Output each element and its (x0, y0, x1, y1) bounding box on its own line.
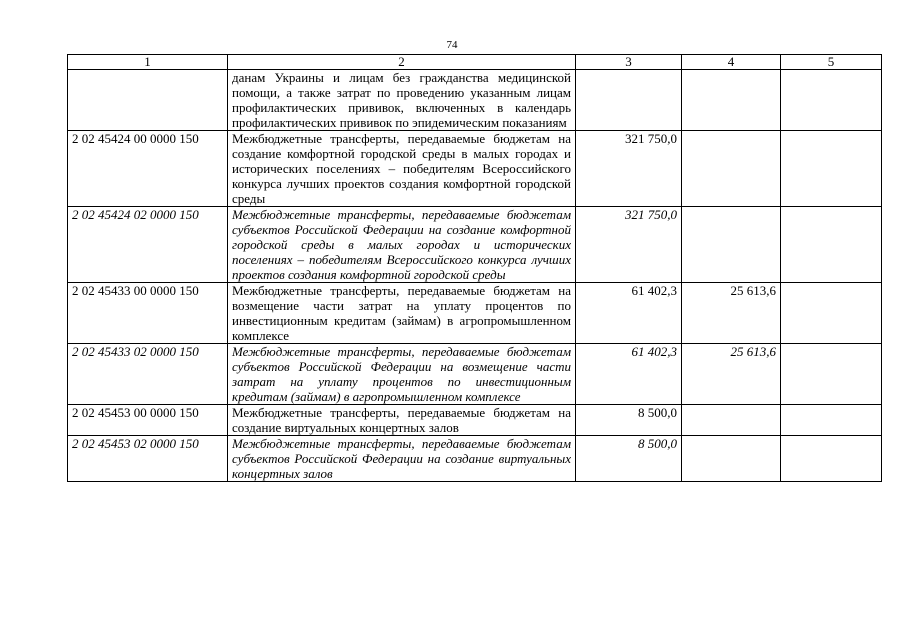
row-value-col5 (781, 70, 882, 131)
row-value-col5 (781, 405, 882, 436)
column-header-2: 2 (228, 55, 576, 70)
row-description: Межбюджетные трансферты, передаваемые бюджетам субъектов Российской Федерации на возмещение части затрат на уплату процентов по инвестиционным кредитам (займам) в агропромышленном комплексе (228, 344, 576, 405)
page-number: 74 (446, 39, 458, 51)
row-description: данам Украины и лицам без гражданства медицинской помощи, а также затрат по проведению указанным лицам профилактических прививок, включенных в календарь профилактических прививок по эпидемическим показаниям (228, 70, 576, 131)
row-value-col3: 8 500,0 (576, 405, 682, 436)
row-value-col5 (781, 344, 882, 405)
table-header-row (68, 55, 882, 70)
row-value-col5 (781, 207, 882, 283)
row-value-col4 (682, 436, 781, 482)
column-header-3: 3 (576, 55, 682, 70)
row-description: Межбюджетные трансферты, передаваемые бюджетам на создание комфортной городской среды в малых городах и исторических поселениях – победителям Всероссийского конкурса лучших проектов создания комфортной городской среды (228, 131, 576, 207)
row-value-col3: 8 500,0 (576, 436, 682, 482)
row-value-col3: 321 750,0 (576, 207, 682, 283)
table-row (68, 405, 882, 436)
row-code: 2 02 45433 02 0000 150 (68, 344, 228, 405)
column-header-1: 1 (68, 55, 228, 70)
row-code: 2 02 45424 00 0000 150 (68, 131, 228, 207)
row-code: 2 02 45453 00 0000 150 (68, 405, 228, 436)
table-row (68, 207, 882, 283)
row-code (68, 70, 228, 131)
row-description: Межбюджетные трансферты, передаваемые бюджетам на создание виртуальных концертных залов (228, 405, 576, 436)
row-value-col4: 25 613,6 (682, 344, 781, 405)
table-row (68, 70, 882, 131)
row-code: 2 02 45433 00 0000 150 (68, 283, 228, 344)
column-header-5: 5 (781, 55, 882, 70)
row-value-col3: 321 750,0 (576, 131, 682, 207)
row-description: Межбюджетные трансферты, передаваемые бюджетам субъектов Российской Федерации на создание виртуальных концертных залов (228, 436, 576, 482)
row-code: 2 02 45424 02 0000 150 (68, 207, 228, 283)
row-description: Межбюджетные трансферты, передаваемые бюджетам субъектов Российской Федерации на создание комфортной городской среды в малых городах и исторических поселениях – победителям Всероссийского конкурса лучших проектов создания комфортной городской среды (228, 207, 576, 283)
row-value-col5 (781, 131, 882, 207)
table-row (68, 283, 882, 344)
row-value-col3: 61 402,3 (576, 283, 682, 344)
column-header-4: 4 (682, 55, 781, 70)
row-value-col4 (682, 131, 781, 207)
table-row (68, 344, 882, 405)
row-value-col4: 25 613,6 (682, 283, 781, 344)
row-value-col5 (781, 283, 882, 344)
row-value-col4 (682, 70, 781, 131)
table-row (68, 436, 882, 482)
table-row (68, 131, 882, 207)
row-value-col4 (682, 207, 781, 283)
row-value-col5 (781, 436, 882, 482)
row-value-col4 (682, 405, 781, 436)
row-description: Межбюджетные трансферты, передаваемые бюджетам на возмещение части затрат на уплату процентов по инвестиционным кредитам (займам) в агропромышленном комплексе (228, 283, 576, 344)
row-value-col3: 61 402,3 (576, 344, 682, 405)
row-value-col3 (576, 70, 682, 131)
budget-table (67, 54, 882, 482)
row-code: 2 02 45453 02 0000 150 (68, 436, 228, 482)
